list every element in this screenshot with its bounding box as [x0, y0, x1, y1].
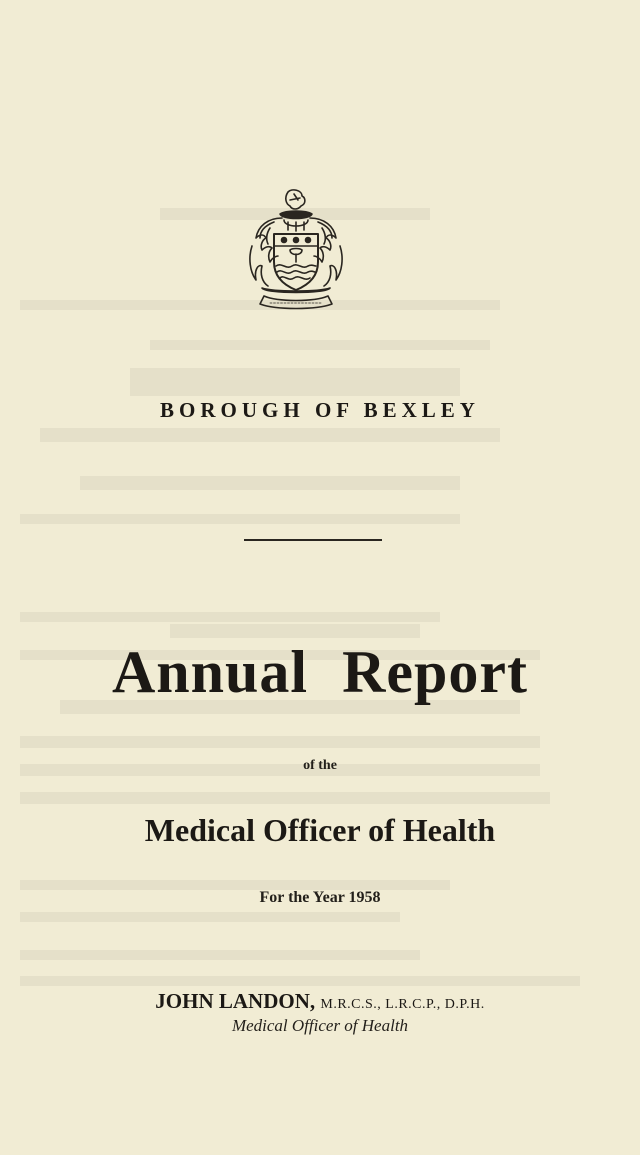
borough-coat-of-arms-icon — [244, 188, 348, 312]
author-role: Medical Officer of Health — [231, 1016, 409, 1035]
title-word-report: Report — [342, 639, 529, 705]
report-subtitle: Medical Officer of Health — [144, 812, 496, 848]
author-name: JOHN LANDON — [155, 989, 310, 1013]
title-word-annual: Annual — [111, 639, 309, 705]
report-year: For the Year 1958 — [259, 889, 381, 906]
divider-rule — [244, 539, 382, 541]
of-the-label: of the — [303, 758, 337, 773]
author-separator: , — [309, 989, 321, 1013]
borough-heading: BOROUGH OF BEXLEY — [160, 398, 480, 422]
author-qualifications: M.R.C.S., L.R.C.P., D.P.H. — [320, 997, 485, 1012]
report-title — [0, 638, 640, 707]
author-line — [0, 989, 640, 1014]
